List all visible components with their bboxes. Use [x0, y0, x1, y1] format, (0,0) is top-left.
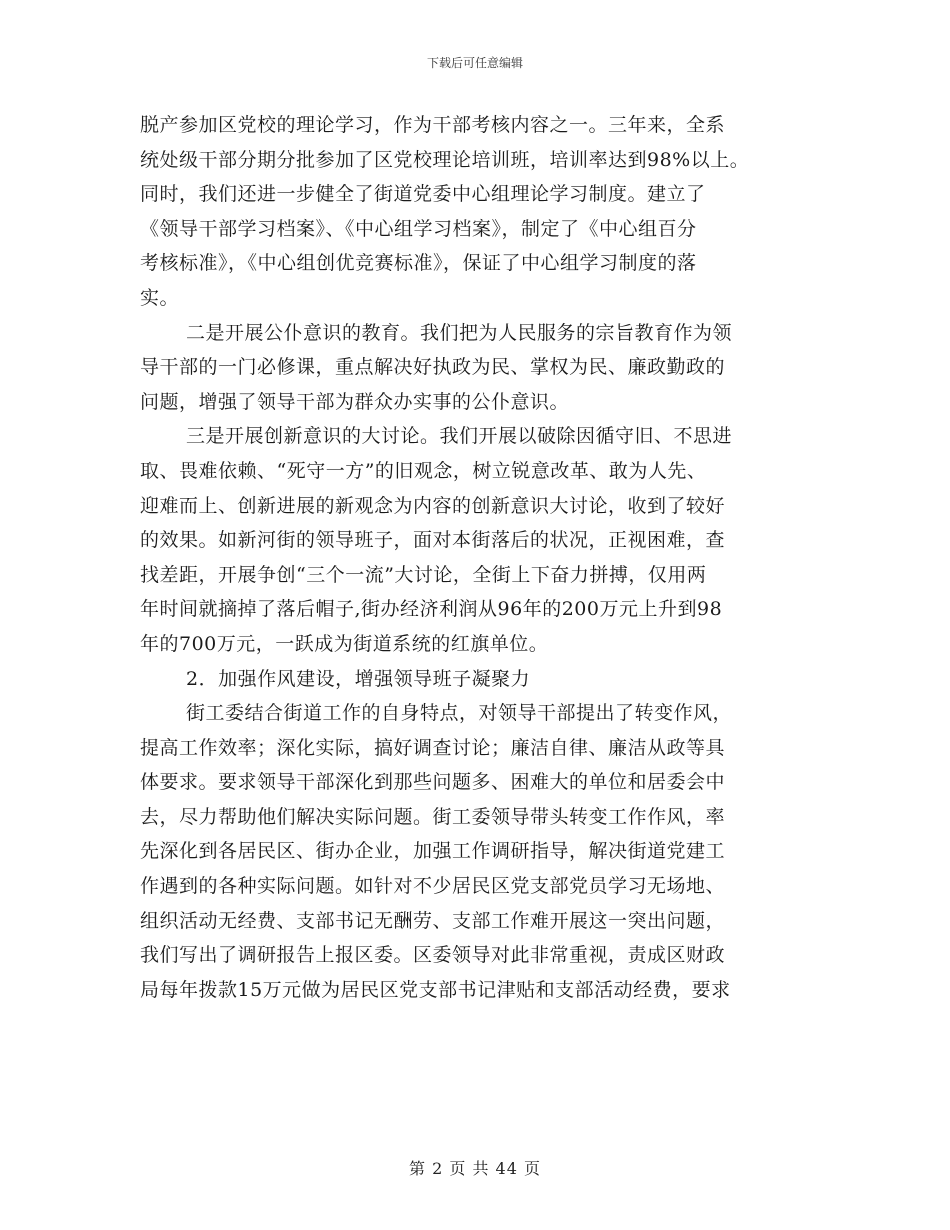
page-header: 下载后可任意编辑 — [426, 56, 523, 70]
text-line: 局每年拨款15万元做为居民区党支部书记津贴和支部活动经费，要求 — [140, 978, 731, 1001]
text-line: 的效果。如新河街的领导班子，面对本街落后的状况，正视困难，查 — [140, 529, 726, 552]
text-line: 取、畏难依赖、“死守一方”的旧观念，树立锐意改革、敢为人先、 — [140, 459, 707, 482]
text-line: 考核标准》，《中心组创优竞赛标准》，保证了中心组学习制度的落 — [140, 252, 697, 275]
text-line: 问题，增强了领导干部为群众办实事的公仆意识。 — [140, 390, 570, 413]
text-line: 作遇到的各种实际问题。如针对不少居民区党支部党员学习无场地、 — [140, 875, 726, 898]
page-footer: 第 2 页 共 44 页 — [409, 1159, 541, 1178]
text-line: 年的700万元，一跃成为街道系统的红旗单位。 — [140, 632, 549, 655]
text-line: 组织活动无经费、支部书记无酬劳、支部工作难开展这一突出问题， — [140, 909, 726, 932]
text-line: 2．加强作风建设，增强领导班子凝聚力 — [186, 667, 531, 690]
text-line: 二是开展公仆意识的教育。我们把为人民服务的宗旨教育作为领 — [186, 321, 733, 344]
text-line: 提高工作效率；深化实际，搞好调查讨论；廉洁自律、廉洁从政等具 — [140, 736, 726, 759]
text-line: 《领导干部学习档案》、《中心组学习档案》，制定了《中心组百分 — [140, 217, 697, 240]
text-line: 年时间就摘掉了落后帽子,街办经济利润从96年的200万元上升到98 — [140, 598, 723, 621]
text-line: 体要求。要求领导干部深化到那些问题多、困难大的单位和居委会中 — [140, 771, 726, 794]
text-line: 我们写出了调研报告上报区委。区委领导对此非常重视，责成区财政 — [140, 944, 726, 967]
text-line: 找差距，开展争创“三个一流”大讨论，全街上下奋力拼搏，仅用两 — [140, 563, 707, 586]
text-line: 三是开展创新意识的大讨论。我们开展以破除因循守旧、不思进 — [186, 425, 733, 448]
text-line: 脱产参加区党校的理论学习，作为干部考核内容之一。三年来，全系 — [140, 114, 726, 136]
text-line: 街工委结合街道工作的自身特点，对领导干部提出了转变作风， — [186, 702, 733, 725]
text-line: 导干部的一门必修课，重点解决好执政为民、掌权为民、廉政勤政的 — [140, 356, 726, 379]
text-line: 实。 — [140, 286, 180, 309]
text-line: 同时，我们还进一步健全了街道党委中心组理论学习制度。建立了 — [140, 183, 706, 206]
text-line: 先深化到各居民区、街办企业，加强工作调研指导，解决街道党建工 — [140, 840, 726, 863]
document-body — [140, 108, 810, 1007]
text-line: 统处级干部分期分批参加了区党校理论培训班，培训率达到98%以上。 — [140, 148, 750, 171]
text-line: 去，尽力帮助他们解决实际问题。街工委领导带头转变工作作风，率 — [140, 805, 726, 828]
text-line: 迎难而上、创新进展的新观念为内容的创新意识大讨论，收到了较好 — [140, 494, 726, 517]
